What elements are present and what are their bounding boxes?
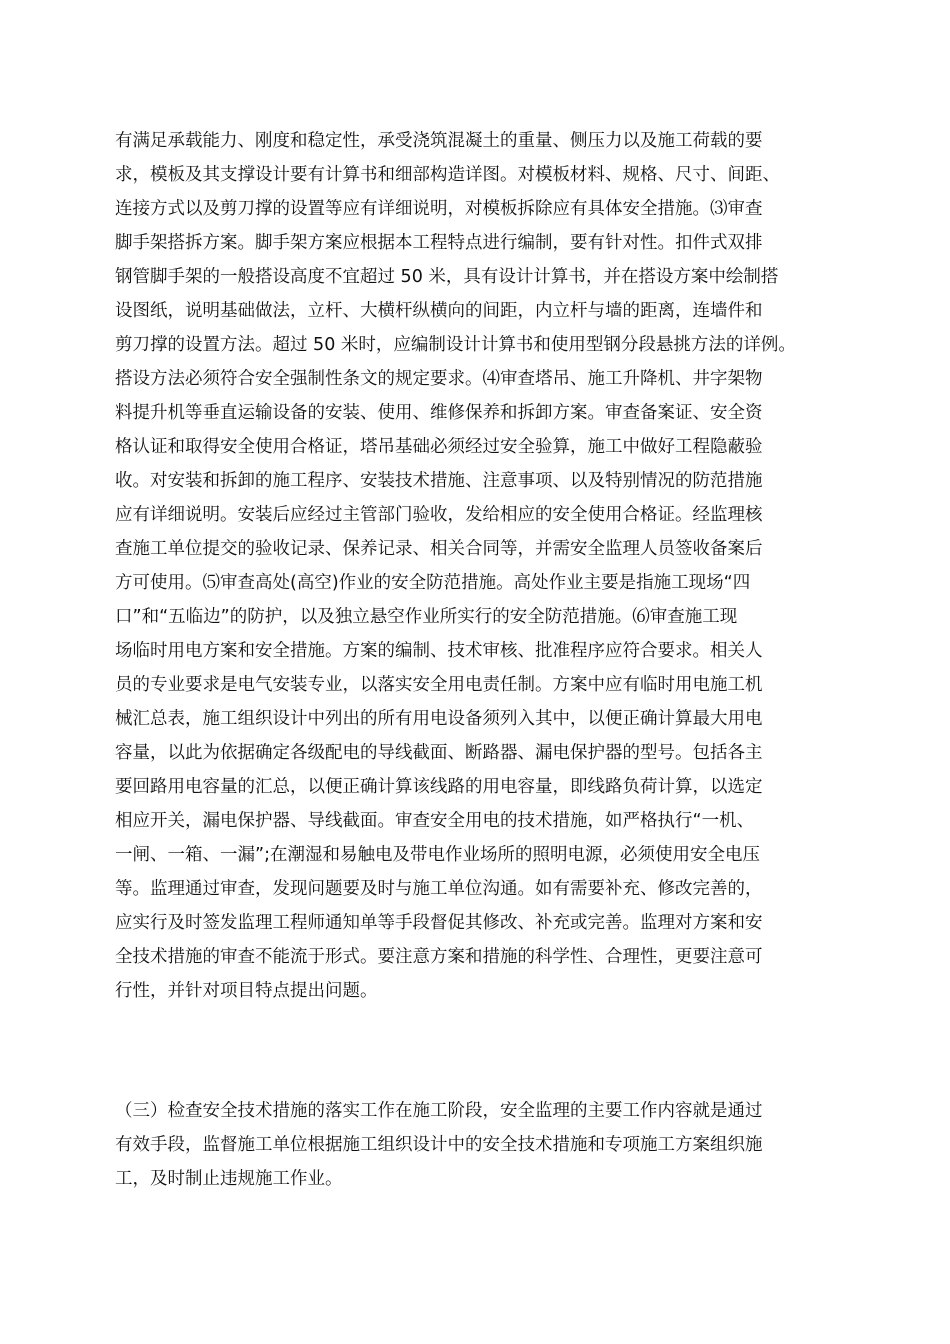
text-line: 口”和“五临边”的防护，以及独立悬空作业所实行的安全防范措施。⑹审查施工现 — [115, 607, 738, 627]
text-line: 容量，以此为依据确定各级配电的导线截面、断路器、漏电保护器的型号。包括各主 — [115, 743, 763, 763]
text-line: 求，模板及其支撑设计要有计算书和细部构造详图。对模板材料、规格、尺寸、间距、 — [115, 165, 780, 185]
text-line: 场临时用电方案和安全措施。方案的编制、技术审核、批准程序应符合要求。相关人 — [115, 641, 763, 661]
text-line: 料提升机等垂直运输设备的安装、使用、维修保养和拆卸方案。审查备案证、安全资 — [115, 403, 763, 423]
text-line: 连接方式以及剪刀撑的设置等应有详细说明，对模板拆除应有具体安全措施。⑶审查 — [115, 199, 763, 219]
text-line: 设图纸，说明基础做法，立杆、大横杆纵横向的间距，内立杆与墙的距离，连墙件和 — [115, 301, 763, 321]
text-line: 方可使用。⑸审查高处(高空)作业的安全防范措施。高处作业主要是指施工现场“四 — [115, 573, 751, 593]
text-line: 查施工单位提交的验收记录、保养记录、相关合同等，并需安全监理人员签收备案后 — [115, 539, 763, 559]
text-line: 格认证和取得安全使用合格证，塔吊基础必须经过安全验算，施工中做好工程隐蔽验 — [115, 437, 763, 457]
text-line: 有效手段，监督施工单位根据施工组织设计中的安全技术措施和专项施工方案组织施 — [115, 1135, 763, 1155]
text-line: 行性，并针对项目特点提出问题。 — [115, 981, 378, 1001]
text-line: 剪刀撑的设置方法。超过 50 米时，应编制设计计算书和使用型钢分段悬挑方法的详例。 — [115, 335, 796, 355]
section-paragraph — [115, 1094, 835, 1196]
body-paragraph — [115, 124, 835, 1008]
text-line: 员的专业要求是电气安装专业，以落实安全用电责任制。方案中应有临时用电施工机 — [115, 675, 763, 695]
text-line: 等。监理通过审查，发现问题要及时与施工单位沟通。如有需要补充、修改完善的， — [115, 879, 763, 899]
text-line: 一闸、一箱、一漏”;在潮湿和易触电及带电作业场所的照明电源，必须使用安全电压 — [115, 845, 760, 865]
text-line: 钢管脚手架的一般搭设高度不宜超过 50 米，具有设计计算书，并在搭设方案中绘制搭 — [115, 267, 779, 287]
text-line: 应有详细说明。安装后应经过主管部门验收，发给相应的安全使用合格证。经监理核 — [115, 505, 763, 525]
text-line: 收。对安装和拆卸的施工程序、安装技术措施、注意事项、以及特别情况的防范措施 — [115, 471, 763, 491]
text-line: 应实行及时签发监理工程师通知单等手段督促其修改、补充或完善。监理对方案和安 — [115, 913, 763, 933]
text-line: 相应开关，漏电保护器、导线截面。审查安全用电的技术措施，如严格执行“一机、 — [115, 811, 755, 831]
text-line: 搭设方法必须符合安全强制性条文的规定要求。⑷审查塔吊、施工升降机、井字架物 — [115, 369, 763, 389]
text-line: （三）检查安全技术措施的落实工作在施工阶段，安全监理的主要工作内容就是通过 — [115, 1101, 763, 1121]
text-line: 全技术措施的审查不能流于形式。要注意方案和措施的科学性、合理性，更要注意可 — [115, 947, 763, 967]
text-line: 要回路用电容量的汇总，以便正确计算该线路的用电容量，即线路负荷计算，以选定 — [115, 777, 763, 797]
text-line: 工，及时制止违规施工作业。 — [115, 1169, 343, 1189]
text-line: 有满足承载能力、刚度和稳定性，承受浇筑混凝土的重量、侧压力以及施工荷载的要 — [115, 131, 763, 151]
text-line: 械汇总表，施工组织设计中列出的所有用电设备须列入其中，以便正确计算最大用电 — [115, 709, 763, 729]
text-line: 脚手架搭拆方案。脚手架方案应根据本工程特点进行编制，要有针对性。扣件式双排 — [115, 233, 763, 253]
